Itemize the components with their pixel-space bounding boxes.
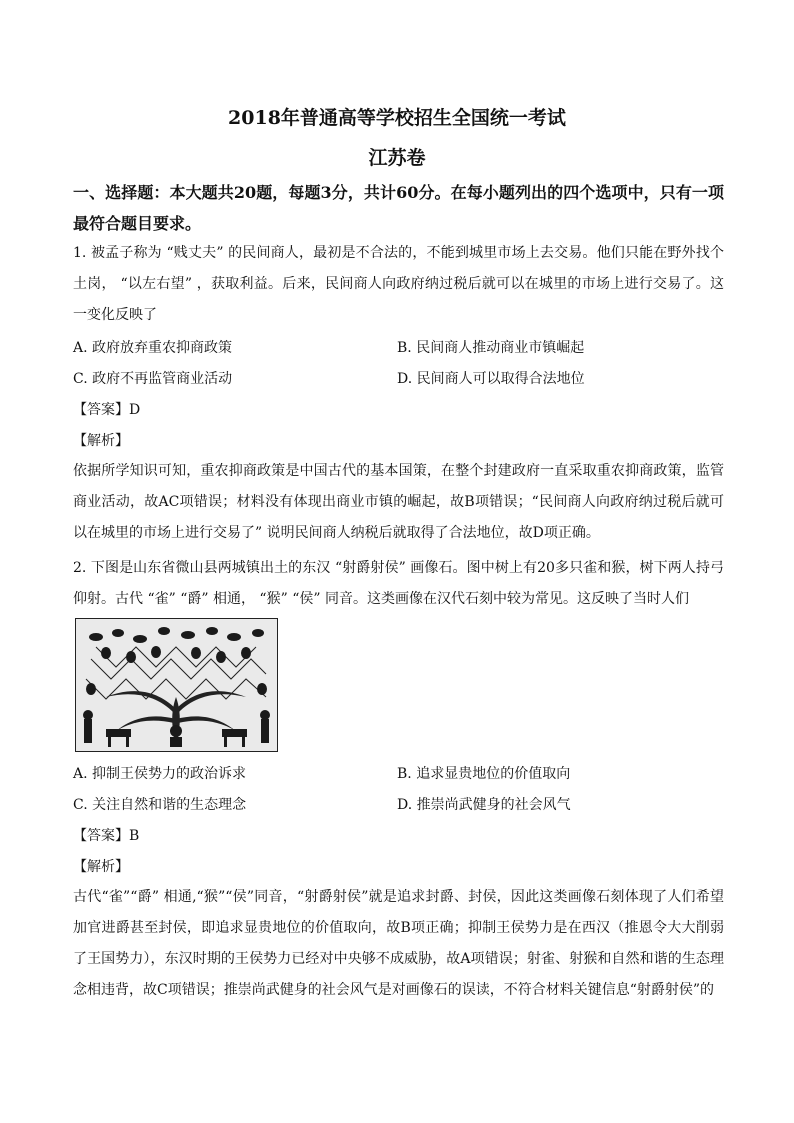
stone-relief-image [75, 618, 278, 752]
q1-option-d: D. 民间商人可以取得合法地位 [397, 371, 585, 387]
exam-subtitle: 江苏卷 [368, 147, 426, 169]
q2-analysis-label: 【解析】 [73, 859, 129, 875]
q1-option-c: C. 政府不再监管商业活动 [73, 371, 233, 387]
q1-option-a: A. 政府放弃重农抑商政策 [73, 340, 233, 356]
question-2-stem: 2. 下图是山东省微山县两城镇出土的东汉 “射爵射侯” 画像石。图中树上有20多只雀和猴，树下两人持弓仰射。古代 “雀” “爵” 相通， “猴” “侯” 同音。这类画像在汉代石刻中较为常见。这反映了当时人们 [73, 560, 724, 607]
q1-option-b: B. 民间商人推动商业市镇崛起 [397, 340, 585, 356]
q1-answer: 【答案】D [73, 402, 141, 418]
section-heading: 一、选择题：本大题共20题，每题3分，共计60分。在每小题列出的四个选项中，只有一项最符合题目要求。 [73, 183, 724, 233]
q2-analysis: 古代“雀”“爵” 相通,“猴”“侯”同音，“射爵射侯”就是追求封爵、封侯，因此这类画像石刻体现了人们希望加官进爵甚至封侯，即追求显贵地位的价值取向，故B项正确；抑制王侯势力是在西汉（推恩令大大削弱了王国势力），东汉时期的王侯势力已经对中央够不成威胁，故A项错误；射雀、射猴和自然和谐的生态理念相违背，故C项错误；推崇尚武健身的社会风气是对画像石的误读，不符合材料关键信息“射爵射侯”的 [73, 889, 724, 998]
q2-option-b: B. 追求显贵地位的价值取向 [397, 766, 571, 782]
q1-analysis: 依据所学知识可知，重农抑商政策是中国古代的基本国策，在整个封建政府一直采取重农抑商政策，监管商业活动，故AC项错误；材料没有体现出商业市镇的崛起，故B项错误；“民间商人向政府纳过税后就可以在城里的市场上进行交易了” 说明民间商人纳税后就取得了合法地位，故D项正确。 [73, 463, 724, 541]
q2-answer: 【答案】B [73, 828, 140, 844]
q2-option-c: C. 关注自然和谐的生态理念 [73, 797, 247, 813]
tree-birds-monkeys-illustration [76, 619, 277, 751]
q2-option-d: D. 推崇尚武健身的社会风气 [397, 797, 571, 813]
q2-option-a: A. 抑制王侯势力的政治诉求 [73, 766, 247, 782]
question-1-stem: 1. 被孟子称为 “贱丈夫” 的民间商人，最初是不合法的，不能到城里市场上去交易。他们只能在野外找个土岗， “以左右望” ，获取利益。后来，民间商人向政府纳过税后就可以在城里的市场上进行交易了。这一变化反映了 [73, 245, 724, 323]
q1-analysis-label: 【解析】 [73, 433, 129, 449]
exam-title: 2018年普通高等学校招生全国统一考试 [228, 107, 566, 129]
